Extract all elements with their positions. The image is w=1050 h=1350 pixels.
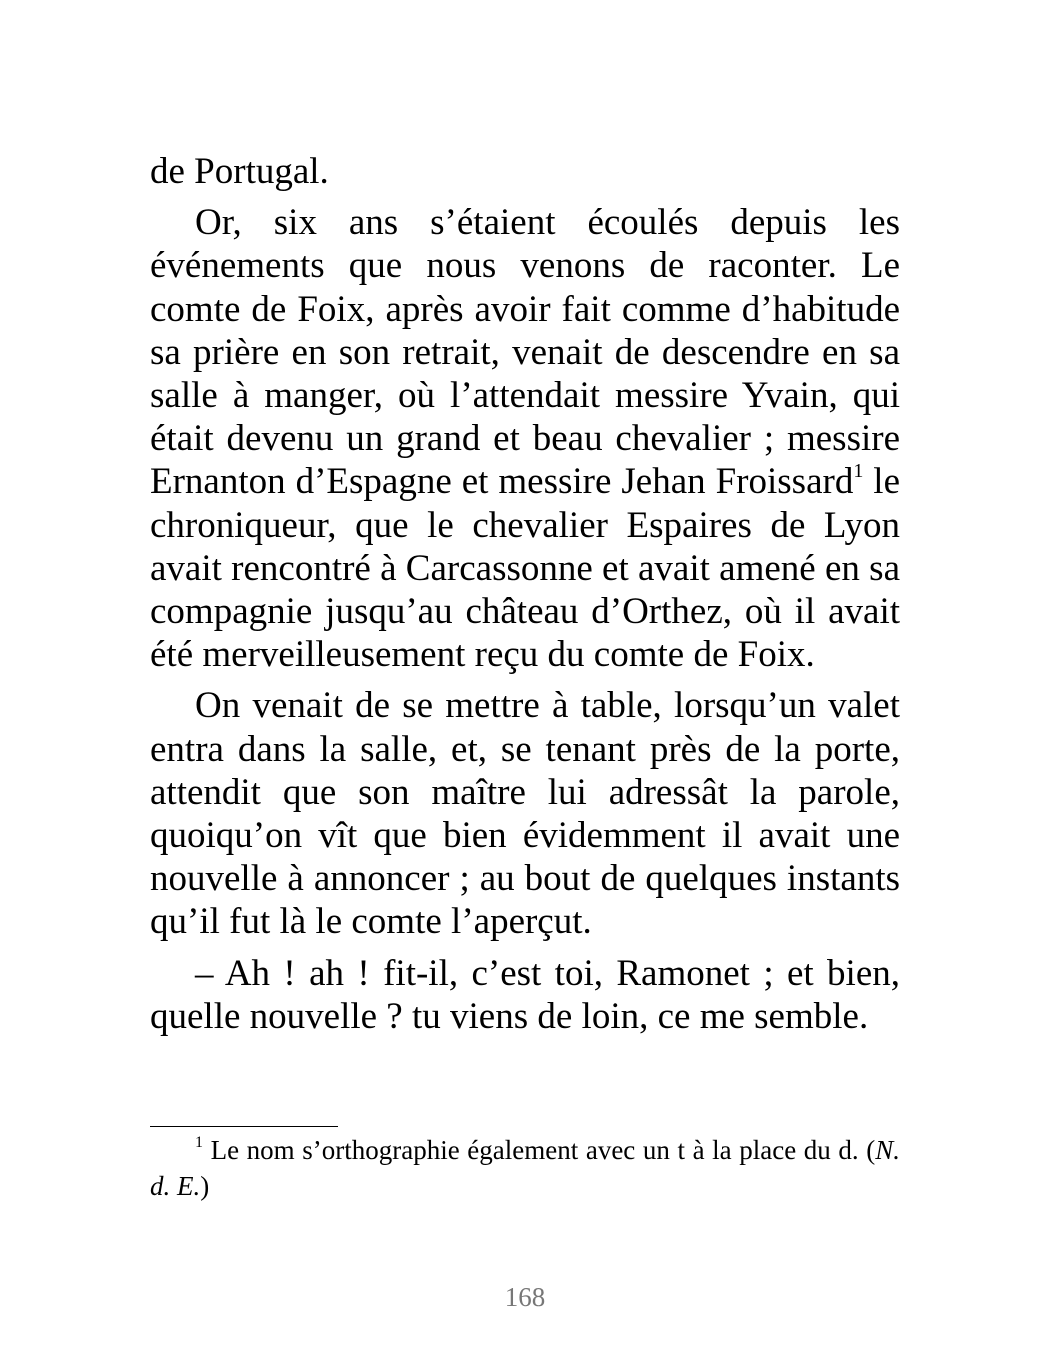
footnote-close: ): [200, 1171, 210, 1201]
page-body: [150, 150, 900, 1046]
paragraph: – Ah ! ah ! fit-il, c’est toi, Ramonet ; et bien, quelle nouvelle ? tu viens de loin, ce me semble.: [150, 952, 900, 1037]
footnote-italic: N. d. E.: [150, 1135, 900, 1201]
page-number: 168: [504, 1282, 546, 1312]
footnote-number: 1: [195, 1134, 203, 1151]
footnote-text: Le nom s’orthographie également avec un t à la place du d. (: [203, 1135, 876, 1165]
paragraph-text: Or, six ans s’étaient écoulés depuis les événements que nous venons de raconter. Le comte de Foix, après avoir fait comme d’habitude sa prière en son retrait, venait de descendre en sa salle à manger, où l’attendait messire Yvain, qui était devenu un grand et beau chevalier ; messire Ernanton d’Espagne et messire Jehan Froissard: [150, 202, 900, 503]
footnote-separator: [150, 1126, 338, 1127]
footnote-reference[interactable]: 1: [853, 460, 864, 483]
paragraph-continuation: de Portugal.: [150, 151, 329, 192]
paragraph-text: le chroniqueur, que le chevalier Espaires de Lyon avait rencontré à Carcassonne et avait amené en sa compagnie jusqu’au château d’Orthez, où il avait été merveilleusement reçu du comte de Foix.: [150, 461, 900, 676]
paragraph: On venait de se mettre à table, lorsqu’un valet entra dans la salle, et, se tenant près de la porte, attendit que son maître lui adressât la parole, quoiqu’on vît que bien évidemment il avait une nouvelle à annoncer ; au bout de quelques instants qu’il fut là le comte l’aperçut.: [150, 685, 900, 943]
footnote: [150, 1132, 900, 1204]
paragraph: [150, 201, 900, 676]
